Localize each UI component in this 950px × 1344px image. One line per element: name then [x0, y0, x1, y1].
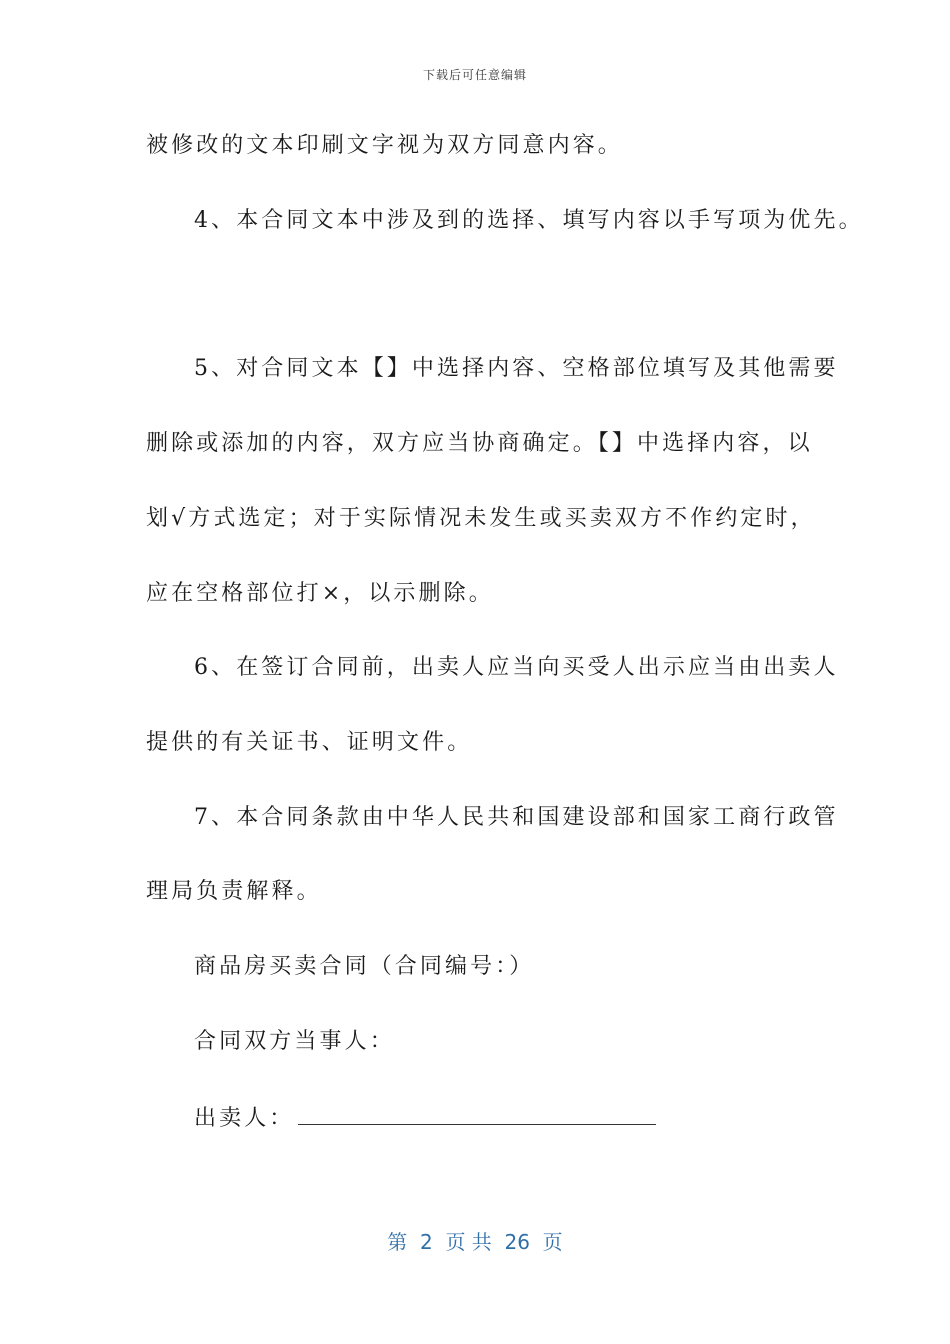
- clause-6-line: 6、在签订合同前，出卖人应当向买受人出示应当由出卖人: [194, 655, 839, 680]
- paragraph-line: 划√方式选定；对于实际情况未发生或买卖双方不作约定时，: [146, 506, 816, 531]
- page-footer: 第 2 页 共 26 页: [387, 1230, 563, 1254]
- paragraph-line: 删除或添加的内容，双方应当协商确定。【】中选择内容，以: [146, 431, 813, 456]
- contract-title-line: 商品房买卖合同（合同编号：）: [194, 954, 535, 979]
- clause-7-line: 7、本合同条款由中华人民共和国建设部和国家工商行政管: [194, 805, 839, 830]
- clause-5-line: 5、对合同文本【】中选择内容、空格部位填写及其他需要: [194, 356, 839, 381]
- seller-label: 出卖人：: [194, 1106, 295, 1131]
- paragraph-line: 被修改的文本印刷文字视为双方同意内容。: [146, 133, 623, 158]
- parties-heading: 合同双方当事人：: [194, 1029, 395, 1054]
- paragraph-line: 理局负责解释。: [146, 879, 322, 904]
- seller-blank-line: [298, 1102, 656, 1125]
- paragraph-line: 提供的有关证书、证明文件。: [146, 730, 473, 755]
- paragraph-line: 应在空格部位打×，以示删除。: [146, 581, 494, 606]
- clause-4-line: 4、本合同文本中涉及到的选择、填写内容以手写项为优先。: [194, 208, 864, 233]
- page-header: 下载后可任意编辑: [422, 68, 527, 82]
- seller-field-row: [194, 1102, 656, 1134]
